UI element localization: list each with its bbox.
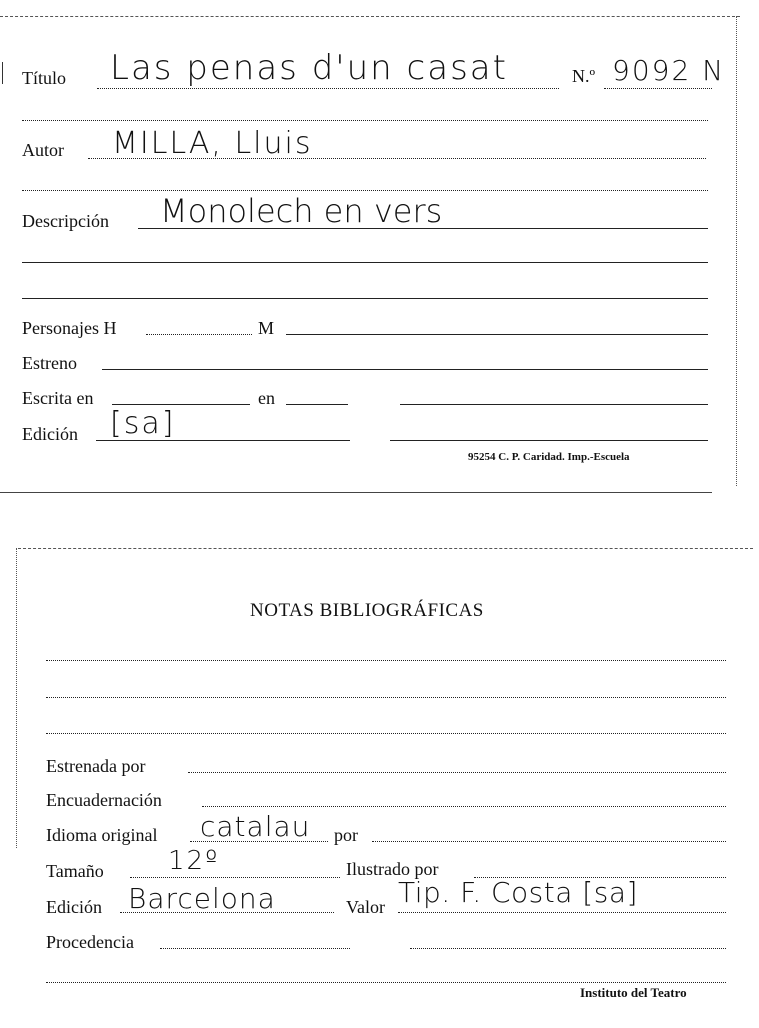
idioma-label: Idioma original [46, 825, 158, 845]
procedencia-line [160, 948, 350, 949]
ilustrado-label: Ilustrado por [346, 859, 439, 879]
estreno-label: Estreno [22, 353, 77, 373]
escrita-label: Escrita en [22, 388, 94, 408]
edicion-label: Edición [22, 424, 78, 444]
escrita-line-3 [400, 404, 708, 405]
valor-line [398, 912, 726, 913]
printer-imprint: 95254 C. P. Caridad. Imp.-Escuela [468, 451, 630, 463]
institution-footer: Instituto del Teatro [580, 985, 687, 1000]
autor-label: Autor [22, 140, 64, 160]
tamano-line [130, 877, 340, 878]
numero-value: 9092 N [612, 54, 726, 87]
m-label: M [258, 318, 275, 338]
personajes-h-line [146, 334, 252, 335]
titulo-label: Título [22, 68, 66, 88]
escrita-line-2 [286, 404, 348, 405]
notas-line-3 [46, 733, 726, 734]
descripcion-value: Monolech en vers [160, 192, 443, 230]
autor-value: MILLA, Lluis [112, 126, 313, 161]
descripcion-label: Descripción [22, 211, 109, 231]
valor-value: Tip. F. Costa [sa] [398, 876, 638, 909]
titulo-value: Las penas d'un casat [110, 48, 508, 88]
notas-heading: NOTAS BIBLIOGRÁFICAS [250, 600, 484, 621]
personajes-m-line [286, 334, 708, 335]
idioma-value: catalau [200, 810, 311, 843]
card-right-edge [736, 16, 737, 486]
estrenada-line [188, 772, 726, 773]
escrita-line-1 [112, 404, 250, 405]
idioma-por-line [372, 841, 726, 842]
estrenada-label: Estrenada por [46, 756, 146, 776]
card2-left-edge [16, 548, 17, 848]
titulo-line-2 [22, 120, 708, 121]
notas-line-2 [46, 697, 726, 698]
edicion-value: [sa] [110, 406, 176, 441]
card-left-mark [2, 62, 3, 84]
encuadernacion-line [202, 806, 726, 807]
tamano-label: Tamaño [46, 861, 104, 881]
card2-top-edge [18, 548, 753, 549]
edicion2-value: Barcelona [128, 882, 276, 915]
card-top-edge [0, 16, 740, 17]
tamano-value: 12º [168, 846, 220, 876]
autor-line-2 [22, 190, 708, 191]
edicion-line-2 [390, 440, 708, 441]
personajes-label: Personajes H [22, 318, 117, 338]
numero-label: N.º [572, 66, 596, 86]
por-label: por [334, 825, 358, 845]
card-bottom-edge [0, 492, 712, 493]
notas-line-1 [46, 660, 726, 661]
descripcion-line-3 [22, 298, 708, 299]
en-label: en [258, 388, 275, 408]
final-line [46, 982, 726, 983]
valor-label: Valor [346, 897, 385, 917]
titulo-line [97, 88, 559, 89]
procedencia-line-b [410, 948, 726, 949]
edicion2-label: Edición [46, 897, 102, 917]
encuadernacion-label: Encuadernación [46, 790, 162, 810]
procedencia-label: Procedencia [46, 932, 134, 952]
estreno-line [102, 369, 708, 370]
numero-line [604, 88, 712, 89]
descripcion-line-2 [22, 262, 708, 263]
